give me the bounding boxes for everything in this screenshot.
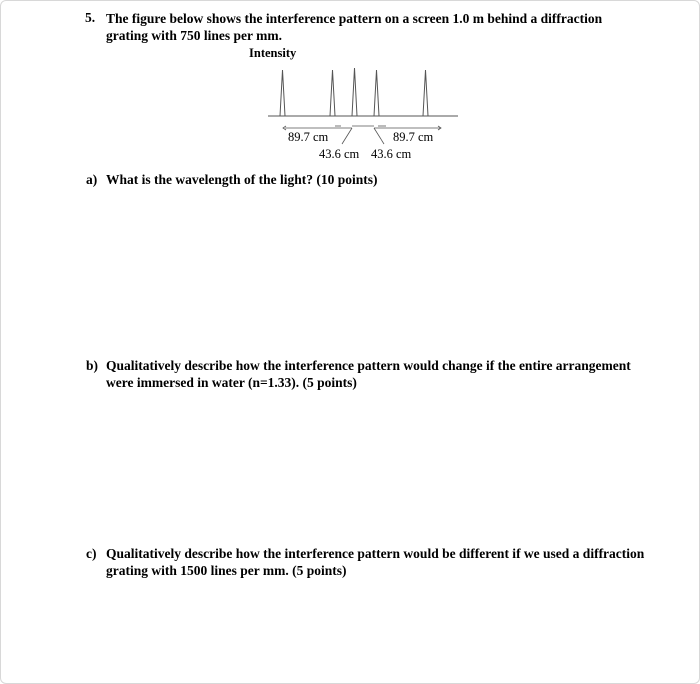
label-right-outer: 89.7 cm <box>393 130 434 144</box>
peak-order-minus-2 <box>277 70 288 116</box>
part-b-line1: Qualitatively describe how the interference pattern would change if the entire arrangement <box>106 358 631 373</box>
part-c-line2: grating with 1500 lines per mm. (5 points) <box>106 563 347 578</box>
part-a-label: a) <box>86 172 98 187</box>
leader-line-left <box>342 128 352 144</box>
part-c-label: c) <box>86 546 97 561</box>
part-c-line1: Qualitatively describe how the interference pattern would be different if we used a diffraction <box>106 546 645 561</box>
peak-order-plus-1 <box>371 70 382 116</box>
question-intro-line1: The figure below shows the interference pattern on a screen 1.0 m behind a diffraction <box>106 11 603 26</box>
label-left-outer: 89.7 cm <box>288 130 329 144</box>
leader-line-right <box>374 128 384 144</box>
interference-figure <box>0 0 700 180</box>
part-b-label: b) <box>86 358 99 373</box>
peak-order-0 <box>349 68 360 116</box>
part-b-line2: were immersed in water (n=1.33). (5 points) <box>106 375 357 390</box>
part-a-text: What is the wavelength of the light? (10 points) <box>106 172 378 187</box>
intensity-label: Intensity <box>249 46 297 60</box>
label-right-inner: 43.6 cm <box>371 147 412 161</box>
peak-order-minus-1 <box>327 70 338 116</box>
question-number: 5. <box>85 10 96 25</box>
question-intro-line2: grating with 750 lines per mm. <box>106 28 282 43</box>
peak-order-plus-2 <box>420 70 431 116</box>
label-left-inner: 43.6 cm <box>319 147 360 161</box>
